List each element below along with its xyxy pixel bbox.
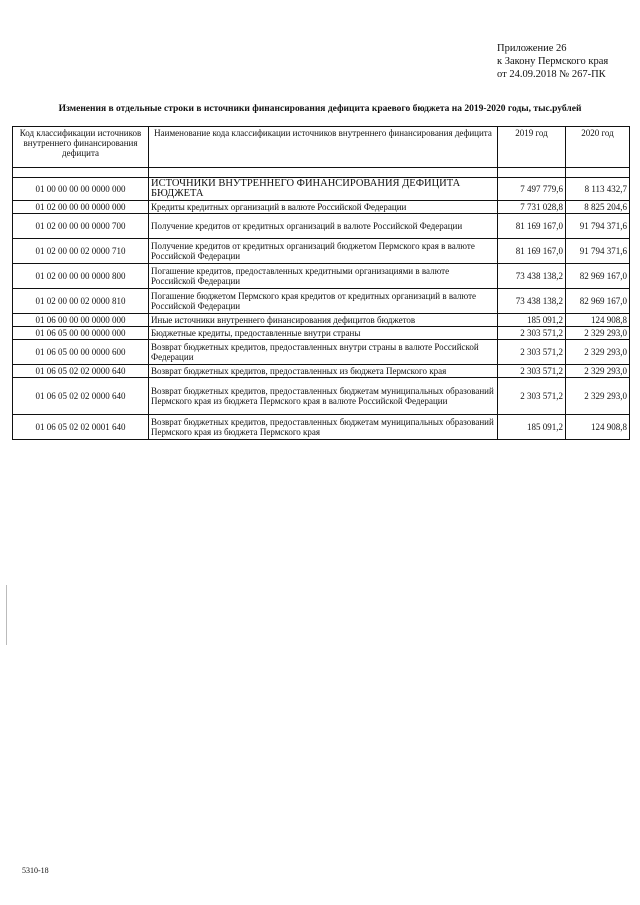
scan-margin-line — [6, 585, 7, 645]
row-2020: 2 329 293,0 — [566, 378, 630, 415]
table-row — [13, 365, 630, 378]
row-2020: 2 329 293,0 — [566, 327, 630, 340]
row-2020: 8 113 432,7 — [566, 178, 630, 201]
row-name: Иные источники внутреннего финансирования дефицитов бюджетов — [149, 314, 498, 327]
row-2019: 81 169 167,0 — [498, 214, 566, 239]
table-row — [13, 201, 630, 214]
table-row — [13, 239, 630, 264]
row-2020: 2 329 293,0 — [566, 340, 630, 365]
table-row — [13, 289, 630, 314]
row-2019: 2 303 571,2 — [498, 327, 566, 340]
row-code: 01 02 00 00 00 0000 800 — [13, 264, 149, 289]
header-2020: 2020 год — [566, 127, 630, 168]
document-title: Изменения в отдельные строки в источники финансирования дефицита краевого бюджета на 2019-2020 годы, тыс.рублей — [58, 104, 582, 114]
row-2019: 185 091,2 — [498, 314, 566, 327]
row-code: 01 06 05 02 02 0000 640 — [13, 378, 149, 415]
row-name: Возврат бюджетных кредитов, предоставленных внутри страны в валюте Российской Федерации — [149, 340, 498, 365]
table-row — [13, 415, 630, 440]
row-2019: 73 438 138,2 — [498, 264, 566, 289]
table-row — [13, 214, 630, 239]
row-2020: 124 908,8 — [566, 415, 630, 440]
row-name: Бюджетные кредиты, предоставленные внутри страны — [149, 327, 498, 340]
row-2019: 73 438 138,2 — [498, 289, 566, 314]
row-2019: 7 731 028,8 — [498, 201, 566, 214]
row-2020: 82 969 167,0 — [566, 264, 630, 289]
row-name: Возврат бюджетных кредитов, предоставленных бюджетам муниципальных образований Пермского края из бюджета Пермского края в валюте Российской Федерации — [149, 378, 498, 415]
row-name: Погашение кредитов, предоставленных кредитными организациями в валюте Российской Федерации — [149, 264, 498, 289]
header-name: Наименование кода классификации источников внутреннего финансирования дефицита — [149, 127, 498, 168]
row-2019: 2 303 571,2 — [498, 340, 566, 365]
table-row — [13, 378, 630, 415]
row-name: Погашение бюджетом Пермского края кредитов от кредитных организаций в валюте Российской Федерации — [149, 289, 498, 314]
row-2019: 185 091,2 — [498, 415, 566, 440]
row-code: 01 06 05 02 02 0001 640 — [13, 415, 149, 440]
row-name: Возврат бюджетных кредитов, предоставленных из бюджета Пермского края — [149, 365, 498, 378]
table-row — [13, 264, 630, 289]
row-2019: 2 303 571,2 — [498, 365, 566, 378]
row-name: Возврат бюджетных кредитов, предоставленных бюджетам муниципальных образований Пермского края из бюджета Пермского края — [149, 415, 498, 440]
row-2020: 2 329 293,0 — [566, 365, 630, 378]
row-2019: 7 497 779,6 — [498, 178, 566, 201]
row-2020: 91 794 371,6 — [566, 239, 630, 264]
row-name: Получение кредитов от кредитных организаций в валюте Российской Федерации — [149, 214, 498, 239]
row-2019: 81 169 167,0 — [498, 239, 566, 264]
row-code: 01 02 00 00 00 0000 700 — [13, 214, 149, 239]
row-code: 01 06 00 00 00 0000 000 — [13, 314, 149, 327]
row-2020: 82 969 167,0 — [566, 289, 630, 314]
appendix-line: Приложение 26 — [497, 43, 567, 54]
appendix-line: от 24.09.2018 № 267-ПК — [497, 69, 606, 80]
table-row — [13, 178, 630, 201]
row-2019: 2 303 571,2 — [498, 378, 566, 415]
row-code: 01 06 05 00 00 0000 000 — [13, 327, 149, 340]
row-2020: 8 825 204,6 — [566, 201, 630, 214]
table-row — [13, 327, 630, 340]
table-row — [13, 314, 630, 327]
row-code: 01 02 00 00 02 0000 710 — [13, 239, 149, 264]
document-code: 5310-18 — [22, 866, 49, 875]
row-2020: 91 794 371,6 — [566, 214, 630, 239]
row-code: 01 02 00 00 02 0000 810 — [13, 289, 149, 314]
budget-sources-table — [12, 126, 630, 440]
appendix-line: к Закону Пермского края — [497, 56, 609, 67]
row-code: 01 06 05 00 00 0000 600 — [13, 340, 149, 365]
header-2019: 2019 год — [498, 127, 566, 168]
row-code: 01 06 05 02 02 0000 640 — [13, 365, 149, 378]
spacer-row — [13, 168, 630, 178]
row-name: Кредиты кредитных организаций в валюте Российской Федерации — [149, 201, 498, 214]
row-2020: 124 908,8 — [566, 314, 630, 327]
table-row — [13, 340, 630, 365]
row-name: ИСТОЧНИКИ ВНУТРЕННЕГО ФИНАНСИРОВАНИЯ ДЕФИЦИТА БЮДЖЕТА — [149, 178, 498, 201]
row-code: 01 02 00 00 00 0000 000 — [13, 201, 149, 214]
appendix-header — [497, 42, 608, 81]
row-name: Получение кредитов от кредитных организаций бюджетом Пермского края в валюте Российской Федерации — [149, 239, 498, 264]
table-header-row — [13, 127, 630, 168]
header-code: Код классификации источников внутреннего финансирования дефицита — [13, 127, 149, 168]
row-code: 01 00 00 00 00 0000 000 — [13, 178, 149, 201]
